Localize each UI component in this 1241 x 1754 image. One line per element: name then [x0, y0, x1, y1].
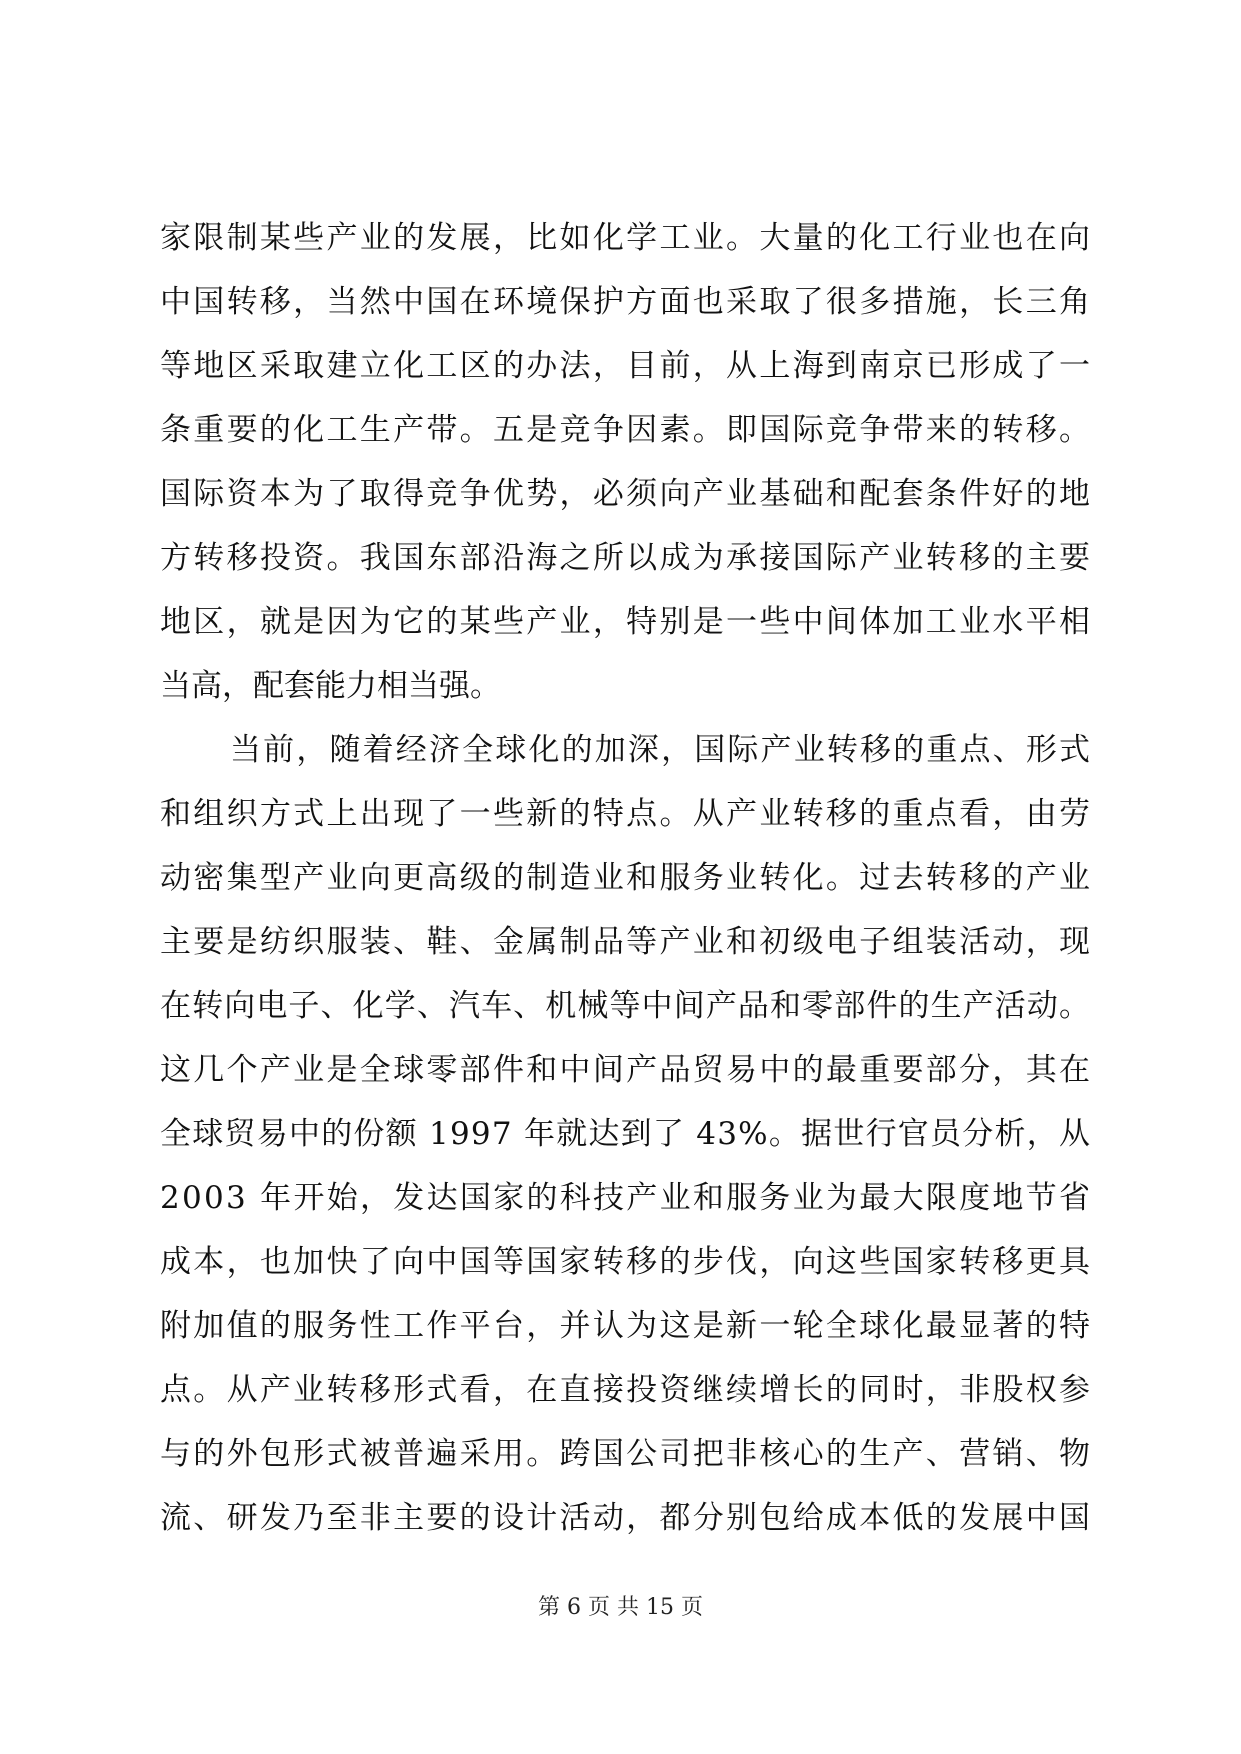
page-number-footer: 第 6 页 共 15 页: [538, 1595, 703, 1620]
text-line: 主要是纺织服装、鞋、金属制品等产业和初级电子组装活动，现: [160, 924, 1093, 960]
text-line: 附加值的服务性工作平台，并认为这是新一轮全球化最显著的特: [160, 1308, 1093, 1344]
text-line: 中国转移，当然中国在环境保护方面也采取了很多措施，长三角: [160, 284, 1093, 320]
text-line: 流、研发乃至非主要的设计活动，都分别包给成本低的发展中国: [160, 1500, 1093, 1536]
text-line: 全球贸易中的份额 1997 年就达到了 43%。据世行官员分析，从: [160, 1116, 1092, 1152]
text-line: 地区，就是因为它的某些产业，特别是一些中间体加工业水平相: [160, 604, 1093, 640]
text-line: 在转向电子、化学、汽车、机械等中间产品和零部件的生产活动。: [160, 988, 1092, 1024]
paragraph-first-line: 当前，随着经济全球化的加深，国际产业转移的重点、形式: [230, 732, 1093, 768]
text-line: 国际资本为了取得竞争优势，必须向产业基础和配套条件好的地: [160, 476, 1093, 512]
text-line: 点。从产业转移形式看，在直接投资继续增长的同时，非股权参: [160, 1372, 1093, 1408]
text-line: 这几个产业是全球零部件和中间产品贸易中的最重要部分，其在: [160, 1052, 1093, 1088]
text-line: 方转移投资。我国东部沿海之所以成为承接国际产业转移的主要: [160, 540, 1093, 576]
text-line: 等地区采取建立化工区的办法，目前，从上海到南京已形成了一: [160, 348, 1093, 384]
text-line: 和组织方式上出现了一些新的特点。从产业转移的重点看，由劳: [160, 796, 1093, 832]
text-line: 2003 年开始，发达国家的科技产业和服务业为最大限度地节省: [160, 1180, 1093, 1216]
text-line: 与的外包形式被普遍采用。跨国公司把非核心的生产、营销、物: [160, 1436, 1093, 1472]
text-line: 条重要的化工生产带。五是竞争因素。即国际竞争带来的转移。: [160, 412, 1093, 448]
text-line: 家限制某些产业的发展，比如化学工业。大量的化工行业也在向: [160, 220, 1093, 256]
text-line: 动密集型产业向更高级的制造业和服务业转化。过去转移的产业: [160, 860, 1093, 896]
text-line: 当高，配套能力相当强。: [160, 668, 501, 704]
text-line: 成本，也加快了向中国等国家转移的步伐，向这些国家转移更具: [160, 1244, 1093, 1280]
